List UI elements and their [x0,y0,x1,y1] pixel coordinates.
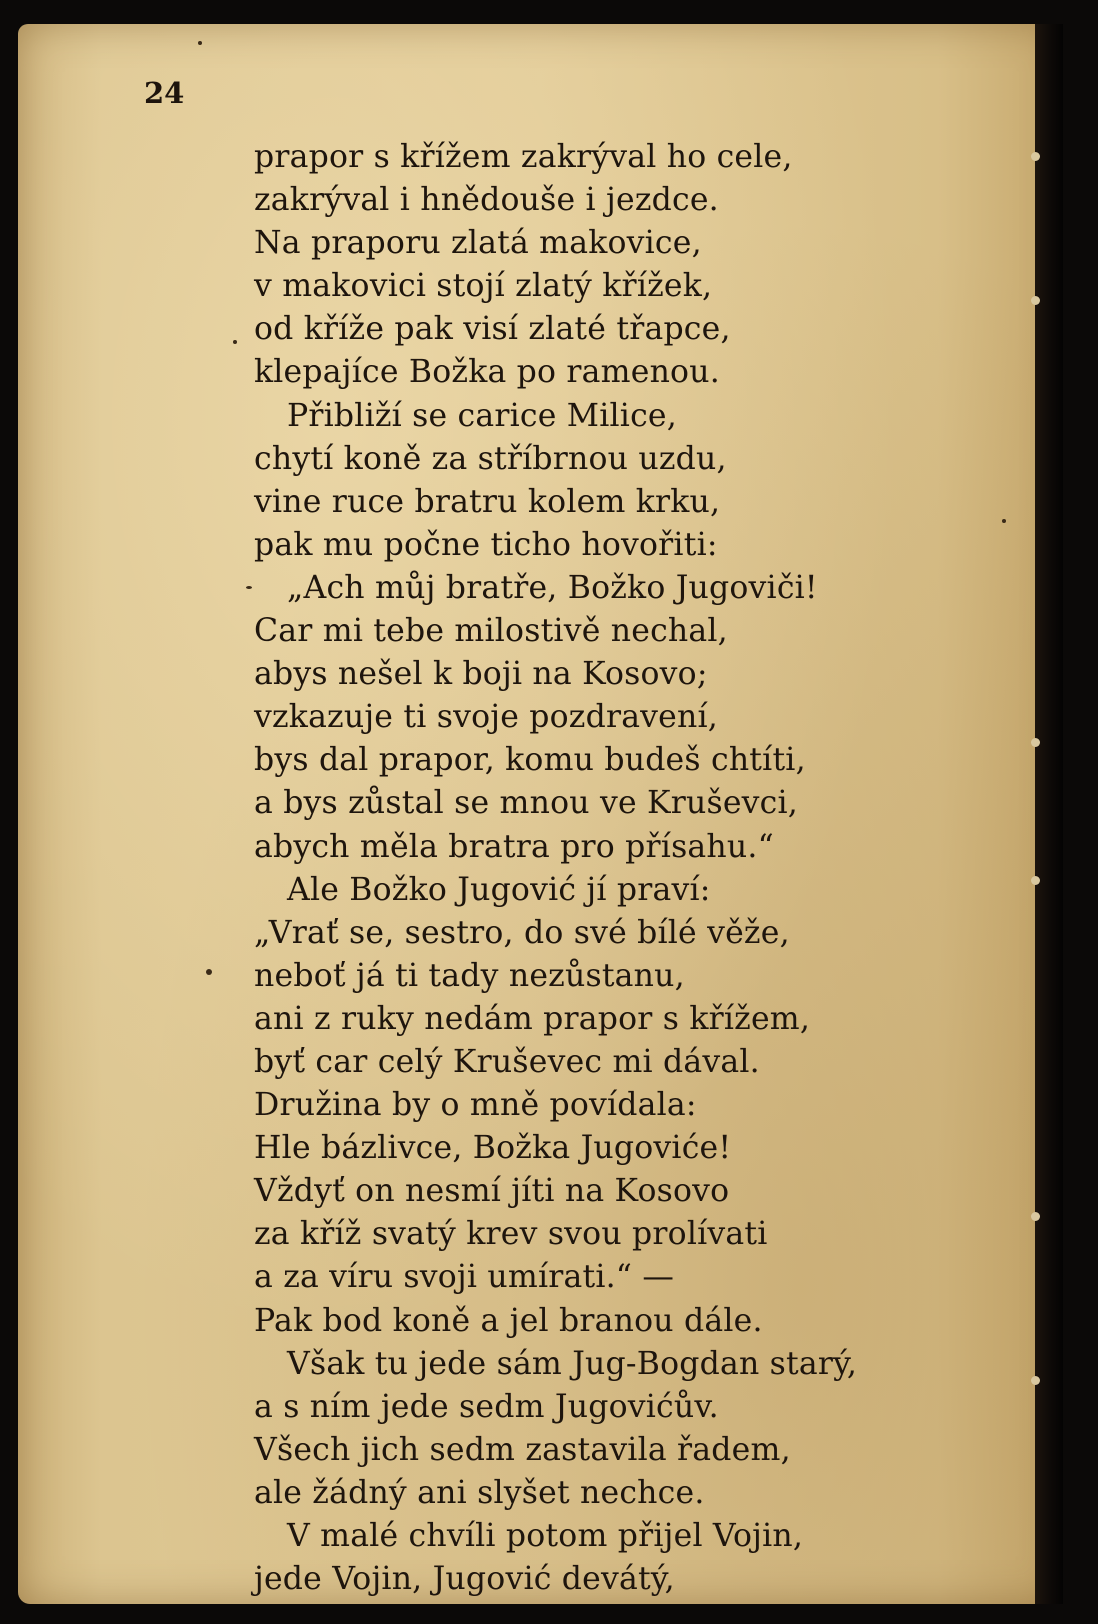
poem-line: pak mu počne ticho hovořiti: [254,526,718,563]
poem-line: v makovici stojí zlatý křížek, [254,268,713,305]
poem-line: Pak bod koně a jel branou dále. [254,1302,763,1339]
poem-line: ani z ruky nedám prapor s křížem, [254,1000,811,1037]
binding-mark [1031,876,1040,885]
poem-text [254,136,994,1601]
poem-line: a s ním jede sedm Jugovićův. [254,1388,719,1425]
poem-line: chytí koně za stříbrnou uzdu, [254,440,727,477]
book-spine-shadow [1035,24,1063,1604]
binding-mark [1031,1376,1040,1385]
poem-line: byť car celý Kruševec mi dával. [254,1043,760,1080]
poem-line: ale žádný ani slyšet nechce. [254,1474,705,1511]
poem-line: V malé chvíli potom přijel Vojin, [287,1518,804,1554]
ink-speck [206,969,212,975]
poem-line: Přibliží se carice Milice, [287,397,677,434]
poem-line: Vždyť on nesmí jíti na Kosovo [254,1173,730,1210]
poem-line: vine ruce bratru kolem krku, [254,483,721,520]
poem-line: Na praporu zlatá makovice, [254,225,702,262]
ink-speck [198,41,202,45]
poem-line: zakrýval i hnědouše i jezdce. [254,182,719,219]
binding-mark [1031,738,1040,747]
poem-line: jede Vojin, Jugović devátý, [254,1561,675,1598]
poem-line: Hle bázlivce, Božka Jugoviće! [254,1130,732,1167]
poem-line: prapor s křížem zakrýval ho cele, [254,139,793,175]
poem-line: od kříže pak visí zlaté třapce, [254,311,731,348]
poem-line: Car mi tebe milostivě nechal, [254,613,728,650]
poem-line: abys nešel k boji na Kosovo; [254,656,708,693]
poem-line: Však tu jede sám Jug-Bogdan starý, [287,1345,858,1382]
poem-line: „Vrať se, sestro, do své bílé věže, [254,914,790,951]
ink-speck [1002,519,1006,523]
binding-mark [1031,296,1040,305]
poem-line: klepajíce Božka po ramenou. [254,354,720,391]
poem-line: vzkazuje ti svoje pozdravení, [254,699,718,736]
poem-line: „Ach můj bratře, Božko Jugoviči! [287,569,818,606]
poem-line: Všech jich sedm zastavila řadem, [254,1431,791,1468]
poem-line: Družina by o mně povídala: [254,1087,697,1124]
binding-mark [1031,152,1040,161]
ink-speck [246,586,252,589]
poem-line: abych měla bratra pro přísahu.“ [254,828,774,865]
ink-speck [233,340,237,344]
book-page [18,24,1063,1604]
poem-line: neboť já ti tady nezůstanu, [254,957,685,994]
poem-line: bys dal prapor, komu budeš chtíti, [254,742,806,779]
binding-mark [1031,1212,1040,1221]
poem-line: a za víru svoji umírati.“ — [254,1259,675,1296]
poem-line: za kříž svatý krev svou prolívati [254,1216,768,1253]
page-number: 24 [144,76,185,110]
poem-line: a bys zůstal se mnou ve Kruševci, [254,785,799,822]
poem-line: Ale Božko Jugović jí praví: [287,871,711,908]
